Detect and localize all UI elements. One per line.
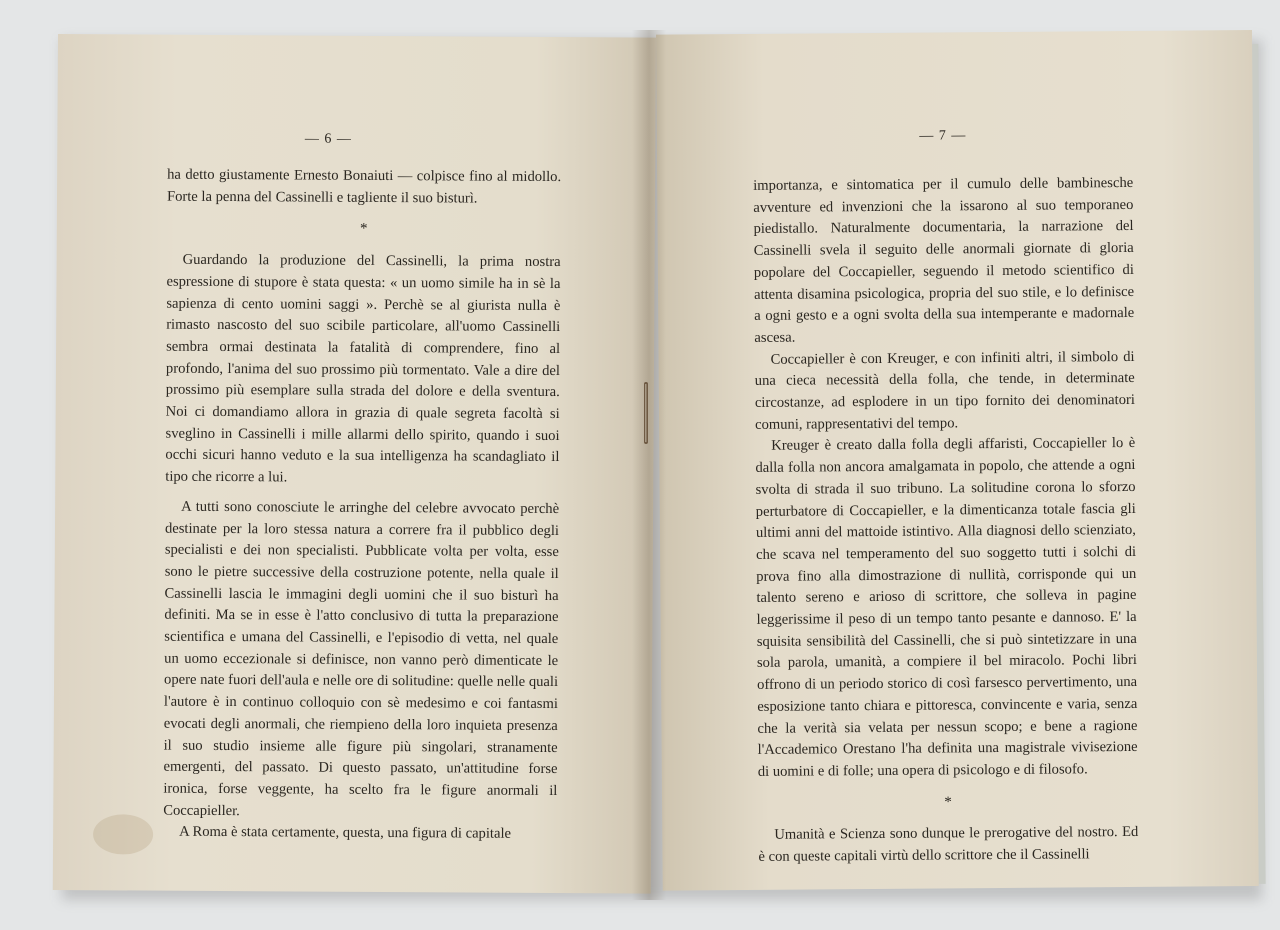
page-number-right: — 7 — [919, 128, 967, 144]
page-number-left: — 6 — [304, 131, 352, 147]
paragraph: Guardando la produzione del Cassinelli, la prima nostra espressione di stupore è stata questa: « un uomo simile ha in sè la sapienza di cento uomini saggi ». Perchè se al giurista nulla è rimasto nascosto del suo scibile particolare, all'uomo Cassinelli sembra ormai destinata la fatalità di comprendere, fino al profondo, l'anima del suo prossimo più tormentato. Vale a dire del prossimo più esemplare sulla strada del dolore e della sventura. Noi ci domandiamo allora in grazia di quale segreta facoltà si sveglino in Cassinelli i mille allarmi dello spirito, quando i suoi occhi sicuri hanno veduto e la sua intelligenza ha scandagliato il tipo che ricorre a lui. [165, 251, 561, 486]
paragraph: A tutti sono conosciute le arringhe del celebre avvocato perchè destinate per la loro stessa natura a correre fra il pubblico degli specialisti e dei non specialisti. Pubblicate volta per volta, esse sono le pietre successive della costruzione potente, nella quale il Cassinelli lascia le immagini degli uomini che il suo bisturì ha definiti. Ma se in esse è l'atto conclusivo di tutta la preparazione scientifica e umana del Cassinelli, e l'episodio di vetta, nel quale un uomo eccezionale si definisce, non vanno però dimenticate le opere nate fuori dell'aula e nelle ore di solitudine: quelle nelle quali l'autore è in continuo colloquio con sè medesimo e coi fantasmi evocati degli anormali, che riempieno della loro inquieta presenza il suo studio insieme alle figure più singolari, stranamente emergenti, del passato. Di questo passato, un'attitudine forse ironica, forse veggente, ha scelto fra le figure anormali il Coccapieller. [163, 498, 560, 819]
paragraph: Umanità e Scienza sono dunque le prerogative del nostro. Ed è con queste capitali virtù dello scrittore che il Cassinelli [758, 824, 1139, 865]
right-page [656, 30, 1259, 891]
paragraph: Coccapieller è con Kreuger, e con infiniti altri, il simbolo di una cieca necessità della folla, che tende, in determinate circostanze, ad esplodere in un tipo fornito dei denominatori comuni, rappresentativi del tempo. [754, 348, 1135, 433]
section-separator: * [360, 221, 368, 238]
section-separator: * [944, 794, 952, 811]
paper-stain [93, 814, 153, 854]
book-gutter [632, 30, 666, 900]
left-page [53, 34, 656, 894]
staple-icon [642, 378, 652, 448]
paragraph: ha detto giustamente Ernesto Bonaiuti — colpisce fino al midollo. Forte la penna del Cassinelli e tagliente il suo bisturì. [166, 166, 562, 207]
left-page-text [163, 165, 561, 846]
paragraph: Kreuger è creato dalla folla degli affaristi, Coccapieller lo è dalla folla non ancora amalgamata in popolo, che attende a ogni svolta di strada il suo tribuno. La solitudine corona lo sforzo perturbatore di Coccapieller, e la dimenticanza totale fascia gli ultimi anni del mattoide istintivo. Alla diagnosi dello scienziato, che scava nel temperamento del suo soggetto tutti i solchi di prova fino alla dimostrazione di nullità, corrisponde qui un talento sereno e arioso di scrittore, che solleva in pagine leggerissime il peso di un tempo tanto pesante e dannoso. E' la squisita sensibilità del Cassinelli, che si può sintetizzare in una sola parola, umanità, a compiere il bel miracolo. Pochi libri offrono di un periodo storico di così farsesco pervertimento, una esposizione tanto chiara e pittoresca, convincente e varia, senza che la verità sia velata per nessun scopo; e bene a ragione l'Accademico Orestano l'ha definita una magistrale vivisezione di uomini e di folle; una opera di psicologo e di filosofo. [755, 435, 1138, 780]
right-page-text [753, 173, 1138, 869]
paragraph: A Roma è stata certamente, questa, una figura di capitale [179, 824, 512, 843]
paragraph: importanza, e sintomatica per il cumulo delle bambinesche avventure ed invenzioni che la issarono al suo temporaneo piedistallo. Naturalmente documentaria, la narrazione del Cassinelli svela il seguito delle anormali giornate di gloria popolare del Coccapieller, seguendo il metodo scientifico di attenta disamina psicologica, propria del suo stile, e lo definisce a ogni gesto e a ogni svolta della sua intemperante e madornale ascesa. [753, 174, 1135, 346]
